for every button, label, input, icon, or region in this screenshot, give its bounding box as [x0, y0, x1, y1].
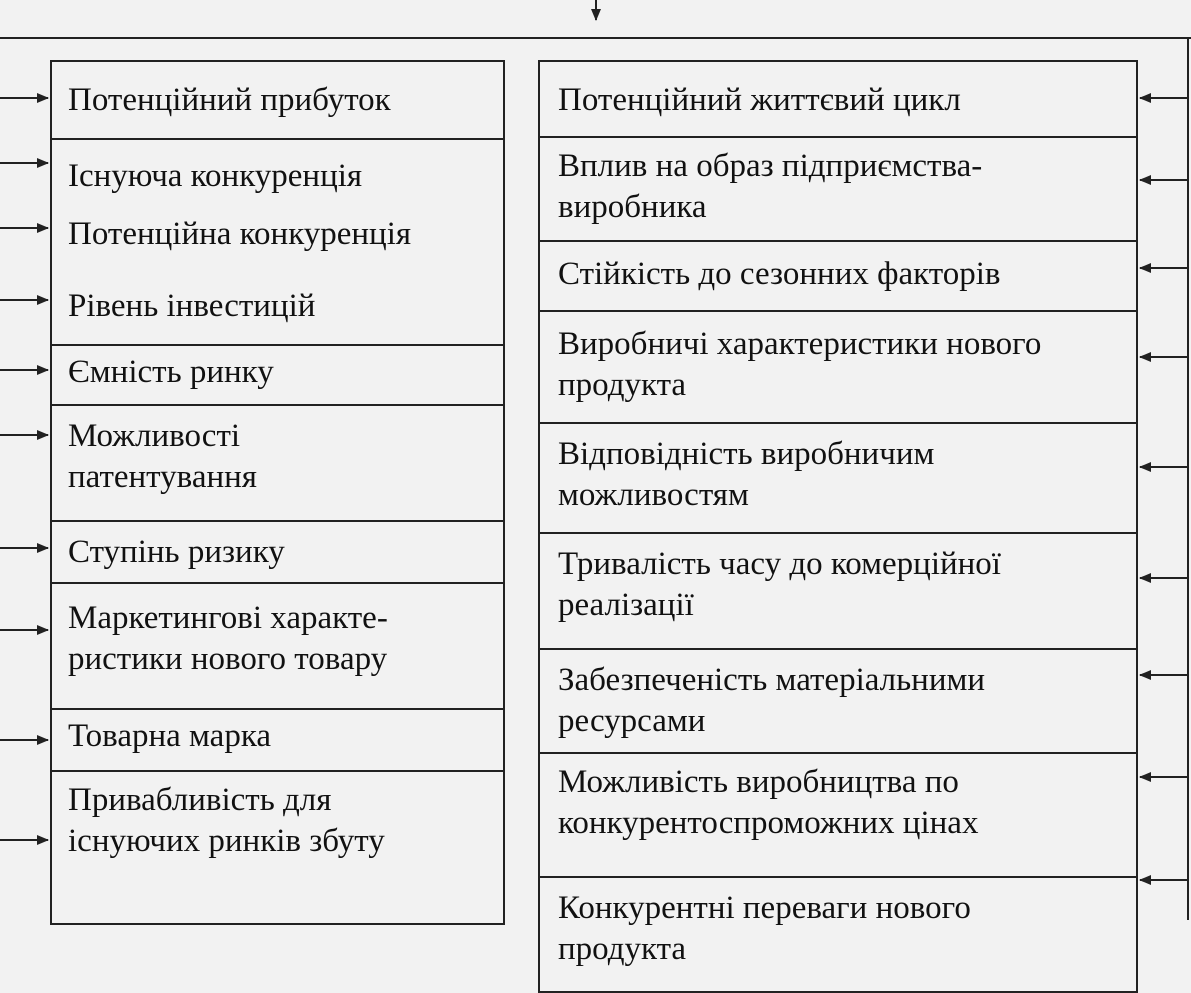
left-factor-2: Існуюча конкуренція: [52, 138, 503, 206]
right-factor-3: Стійкість до сезонних факторів: [540, 240, 1136, 310]
right-factor-1: Потенційний життєвий цикл: [540, 60, 1136, 136]
right-factor-2: Вплив на образ підприємства-виробника: [540, 136, 1136, 240]
left-factor-4: Рівень інвестицій: [68, 288, 316, 324]
right-factor-9: Конкурентні переваги нового продукта: [540, 876, 1136, 993]
left-factor-3: Потенційна конкуренція: [68, 216, 412, 252]
right-factor-7: Забезпеченість матеріальними ресурсами: [540, 648, 1136, 752]
right-factor-4: Виробничі характеристики нового продукта: [540, 310, 1136, 422]
left-factor-column: [50, 60, 505, 925]
right-factor-5: Відповідність виробничим можливостям: [540, 422, 1136, 532]
right-factor-8: Можливість виробництва по конкурентоспроможних цінах: [540, 752, 1136, 876]
left-factor-10: Привабливість для існуючих ринків збуту: [52, 770, 503, 925]
left-factor-1: Потенційний прибуток: [52, 60, 503, 140]
right-factor-column: [538, 60, 1138, 993]
right-factor-6: Тривалість часу до комерційної реалізації: [540, 532, 1136, 648]
left-factor-7: Ступінь ризику: [52, 520, 503, 582]
left-factor-8: Маркетингові характе-ристики нового товару: [52, 582, 503, 708]
left-factor-5: Ємність ринку: [52, 344, 503, 404]
left-factor-6: Можливості патентування: [52, 404, 503, 520]
left-factor-9: Товарна марка: [52, 708, 503, 770]
